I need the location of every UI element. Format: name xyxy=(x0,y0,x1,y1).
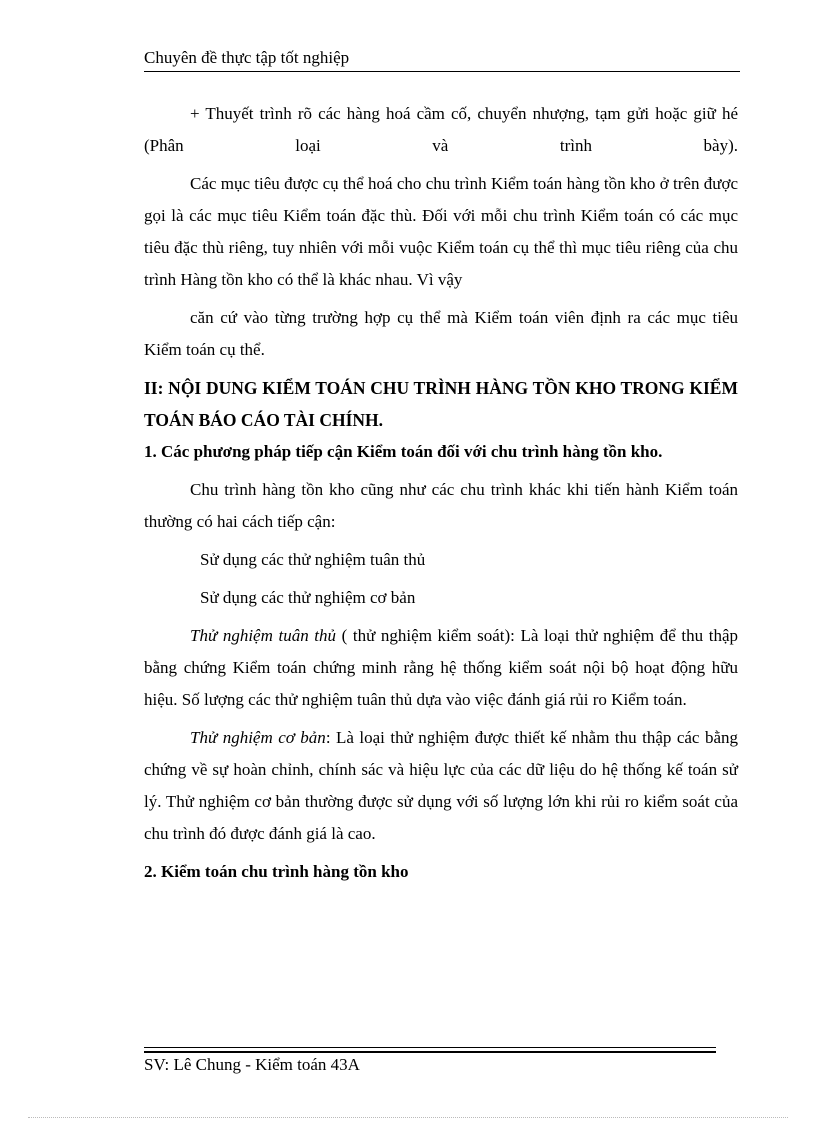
definition-compliance-test: ( thử nghiệm kiểm soát): Là loại thử nghiệm để thu thập bằng chứng Kiểm toán chứng minh rằng hệ thống kiểm soát nội bộ hoạt động hữu hiệu. Số lượng các thử nghiệm tuân thủ dựa vào việc đánh giá rủi ro Kiểm toán. xyxy=(144,626,738,709)
definition-substantive-test: : Là loại thử nghiệm được thiết kế nhằm thu thập các bằng chứng về sự hoàn chỉnh, chính sác và hiệu lực của các dữ liệu do hệ thống kế toán sử lý. Thử nghiệm cơ bản thường được sử dụng với số lượng lớn khi rủi ro kiểm soát của chu trình đó được đánh giá là cao. xyxy=(144,728,738,843)
page-header: Chuyên đề thực tập tốt nghiệp xyxy=(144,48,350,67)
term-compliance-test: Thử nghiệm tuân thủ xyxy=(190,626,337,645)
paragraph-specific-objectives: Các mục tiêu được cụ thể hoá cho chu trình Kiểm toán hàng tồn kho ở trên được gọi là các mục tiêu Kiểm toán đặc thù. Đối với mỗi chu trình Kiểm toán có các mục tiêu đặc thù riêng, tuy nhiên với mỗi vuộc Kiểm toán cụ thể thì mục tiêu riêng của chu trình Hàng tồn kho có thể là khác nhau. Vì vậy xyxy=(144,174,738,289)
document-body xyxy=(144,98,738,888)
paragraph-inventory-disclosure: + Thuyết trình rõ các hàng hoá cầm cố, chuyển nhượng, tạm gửi hoặc giữ hé (Phân loại và trình bày). xyxy=(144,104,738,155)
paragraph-approaches: Chu trình hàng tồn kho cũng như các chu trình khác khi tiến hành Kiểm toán thường có hai cách tiếp cận: xyxy=(144,480,738,531)
paragraph-auditor-objectives: căn cứ vào từng trường hợp cụ thể mà Kiểm toán viên định ra các mục tiêu Kiểm toán cụ thể. xyxy=(144,308,738,359)
footer-rule-thin xyxy=(144,1047,716,1048)
page-footer: SV: Lê Chung - Kiểm toán 43A xyxy=(144,1055,360,1074)
paragraph-compliance-test xyxy=(144,620,738,716)
list-item-substantive-tests: Sử dụng các thử nghiệm cơ bản xyxy=(200,588,416,607)
header-rule xyxy=(144,71,740,72)
footer-rule-thick xyxy=(144,1051,716,1053)
page-bottom-border xyxy=(28,1117,788,1118)
paragraph-substantive-test xyxy=(144,722,738,850)
subsection-heading-1: 1. Các phương pháp tiếp cận Kiểm toán đối với chu trình hàng tồn kho. xyxy=(144,442,663,461)
list-item-compliance-tests: Sử dụng các thử nghiệm tuân thủ xyxy=(200,550,426,569)
section-heading-ii: II: NỘI DUNG KIỂM TOÁN CHU TRÌNH HÀNG TỒN KHO TRONG KIỂM TOÁN BÁO CÁO TÀI CHÍNH. xyxy=(144,378,738,430)
subsection-heading-2: 2. Kiểm toán chu trình hàng tồn kho xyxy=(144,862,409,881)
term-substantive-test: Thử nghiệm cơ bản xyxy=(190,728,326,747)
